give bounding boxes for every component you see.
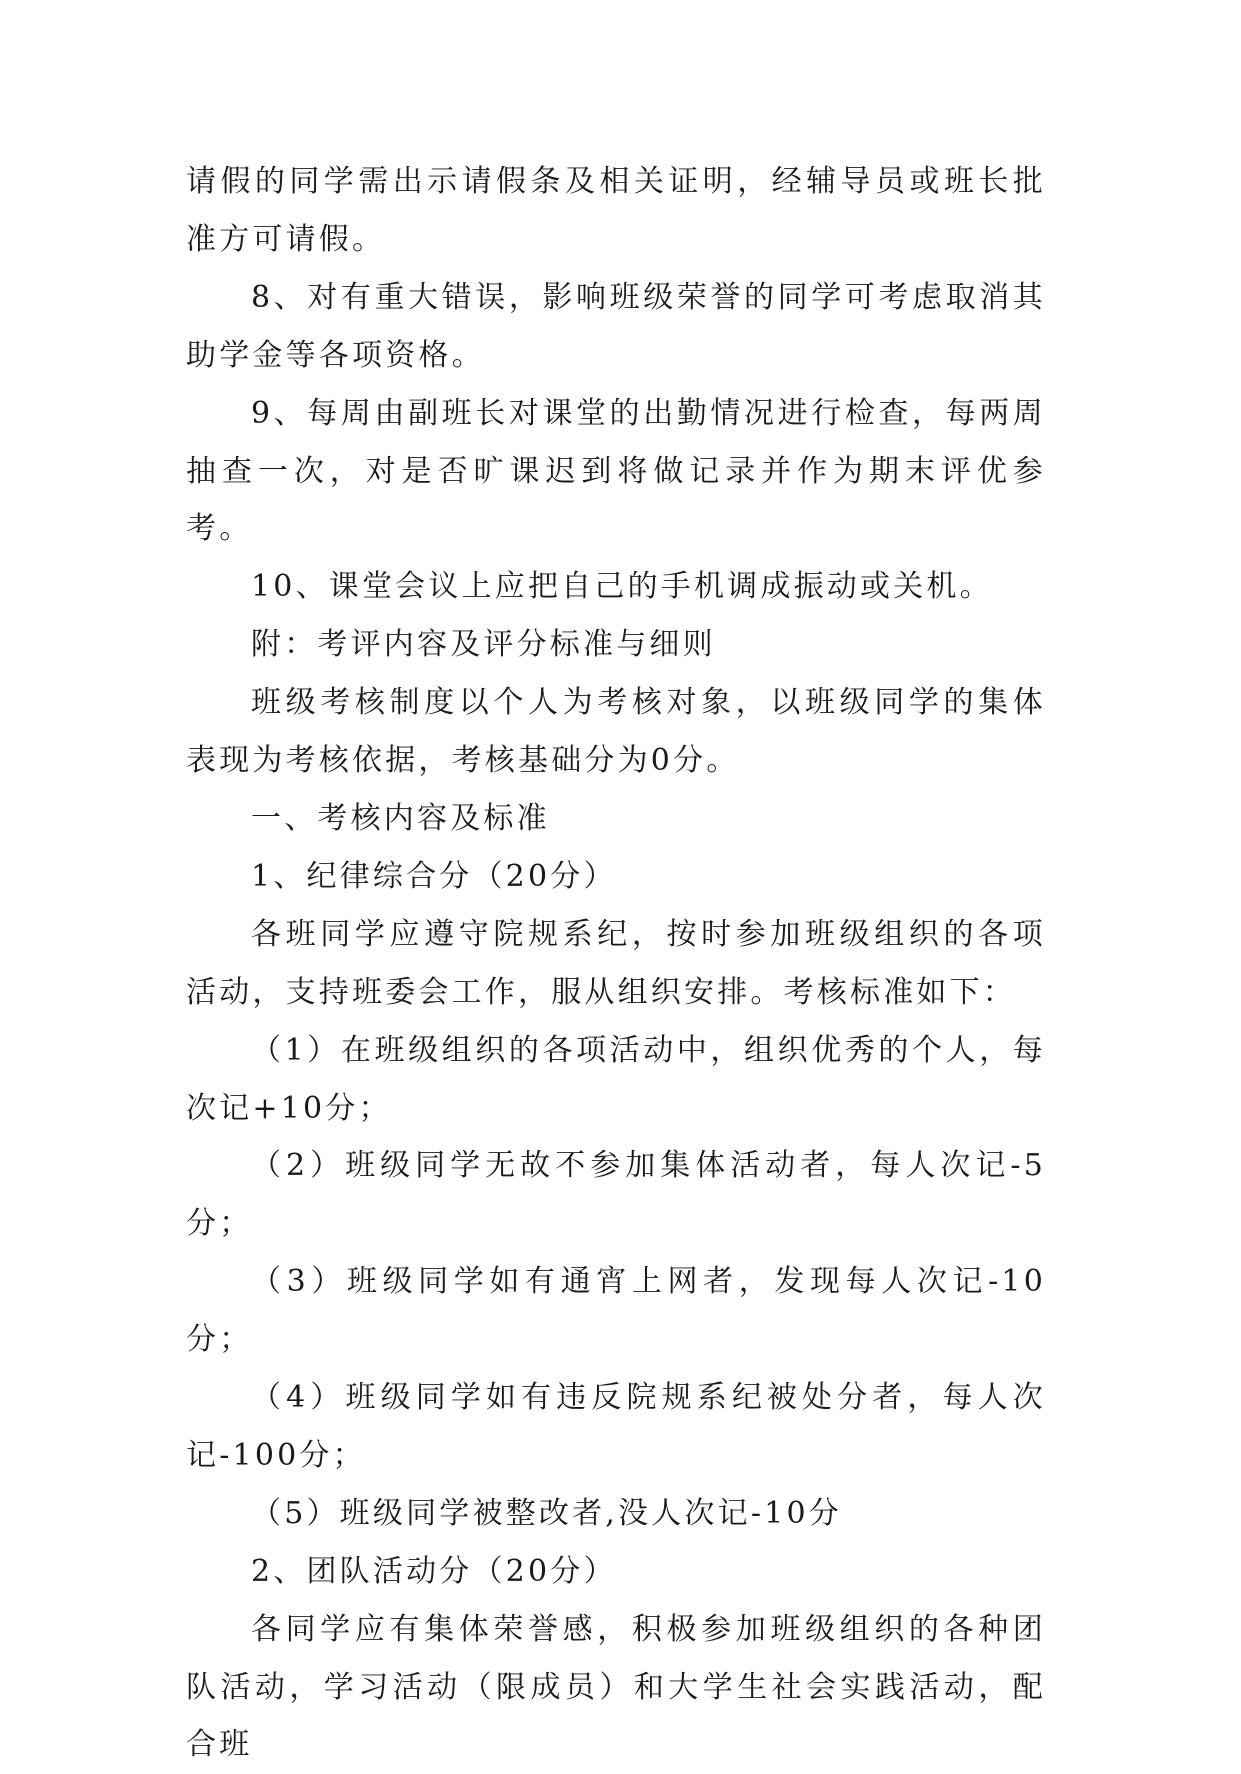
- paragraph-rule-10: 10、课堂会议上应把自己的手机调成振动或关机。: [251, 569, 993, 605]
- paragraph-leave-request: 请假的同学需出示请假条及相关证明，经辅导员或班长批准方可请假。: [186, 164, 1046, 257]
- list-item-discipline-5: （5）班级同学被整改者,没人次记-10分: [251, 1495, 842, 1531]
- subsection-heading-team-activity: 2、团队活动分（20分）: [251, 1553, 617, 1589]
- paragraph-team-activity-description: 各同学应有集体荣誉感，积极参加班级组织的各种团队活动，学习活动（限成员）和大学生社会实践活动，配合班: [186, 1611, 1046, 1763]
- subsection-heading-discipline: 1、纪律综合分（20分）: [251, 858, 617, 894]
- paragraph-discipline-description: 各班同学应遵守院规系纪，按时参加班级组织的各项活动，支持班委会工作，服从组织安排。考核标准如下：: [186, 916, 1046, 1010]
- list-item-discipline-1: （1）在班级组织的各项活动中，组织优秀的个人，每次记+10分；: [186, 1032, 1046, 1126]
- paragraph-assessment-intro: 班级考核制度以个人为考核对象，以班级同学的集体表现为考核依据，考核基础分为0分。: [186, 685, 1046, 779]
- paragraph-rule-8: 8、对有重大错误，影响班级荣誉的同学可考虑取消其助学金等各项资格。: [186, 279, 1046, 373]
- list-item-discipline-4: （4）班级同学如有违反院规系纪被处分者，每人次记-100分；: [186, 1380, 1046, 1473]
- section-heading-content-standards: 一、考核内容及标准: [251, 800, 550, 836]
- list-item-discipline-2: （2）班级同学无故不参加集体活动者，每人次记-5分；: [186, 1148, 1046, 1242]
- list-item-discipline-3: （3）班级同学如有通宵上网者，发现每人次记-10分；: [186, 1264, 1046, 1358]
- document-body: [186, 153, 1046, 1774]
- paragraph-rule-9: 9、每周由副班长对课堂的出勤情况进行检查，每两周抽查一次，对是否旷课迟到将做记录并作为期末评优参考。: [186, 395, 1046, 547]
- paragraph-appendix-title: 附：考评内容及评分标准与细则: [251, 627, 716, 663]
